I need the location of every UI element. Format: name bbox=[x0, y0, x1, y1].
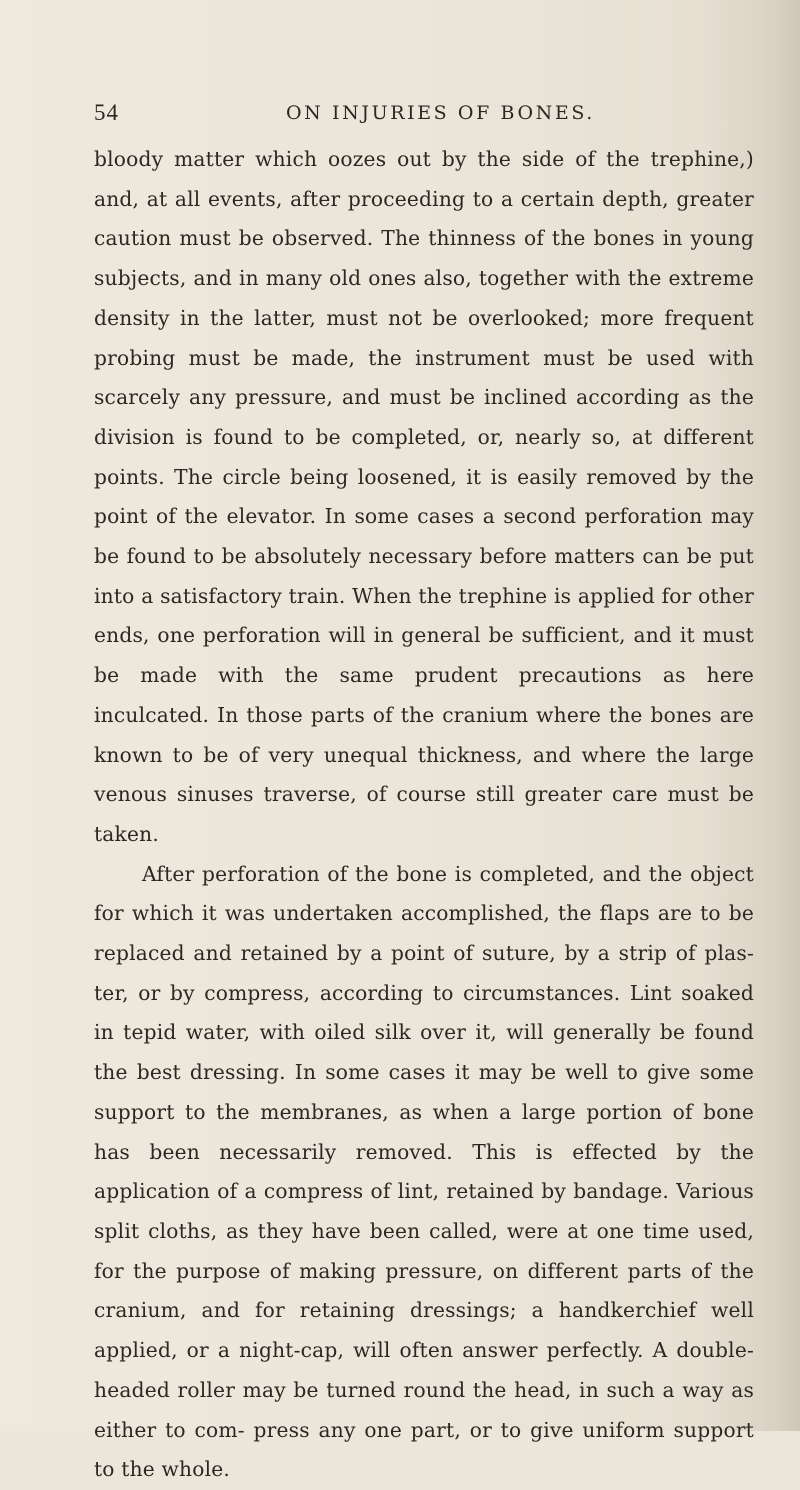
page-header bbox=[94, 100, 754, 140]
body-text bbox=[94, 140, 754, 1490]
paragraph: After perforation of the bone is completed, and the object for which it was undertaken accomplished, the flaps are to be replaced and retained by a point of suture, by a strip of plas- ter, or by compress, according to circumstances. Lint soaked in tepid water, with oiled silk over it, will generally be found the best dressing. In some cases it may be well to give some support to the membranes, as when a large portion of bone has been necessarily removed. This is effected by the application of a compress of lint, retained by bandage. Various split cloths, as they have been called, were at one time used, for the purpose of making pressure, on different parts of the cranium, and for retaining dressings; a handkerchief well applied, or a night-cap, will often answer perfectly. A double-headed roller may be turned round the head, in such a way as either to com- press any one part, or to give uniform support to the whole. bbox=[94, 861, 754, 1482]
paragraph-continued: bloody matter which oozes out by the side of the trephine,) and, at all events, after proceeding to a certain depth, greater caution must be observed. The thinness of the bones in young subjects, and in many old ones also, together with the extreme density in the latter, must not be overlooked; more frequent probing must be made, the instrument must be used with scarcely any pressure, and must be inclined according as the division is found to be completed, or, nearly so, at different points. The circle being loosened, it is easily removed by the point of the elevator. In some cases a second perforation may be found to be absolutely necessary before matters can be put into a satisfactory train. When the trephine is applied for other ends, one perforation will in general be sufficient, and it must be made with the same prudent precautions as here inculcated. In those parts of the cranium where the bones are known to be of very unequal thickness, and where the large venous sinuses traverse, of course still greater care must be taken. bbox=[94, 147, 754, 846]
running-head: ON INJURIES OF BONES. bbox=[286, 102, 595, 124]
page-number: 54 bbox=[94, 100, 119, 125]
